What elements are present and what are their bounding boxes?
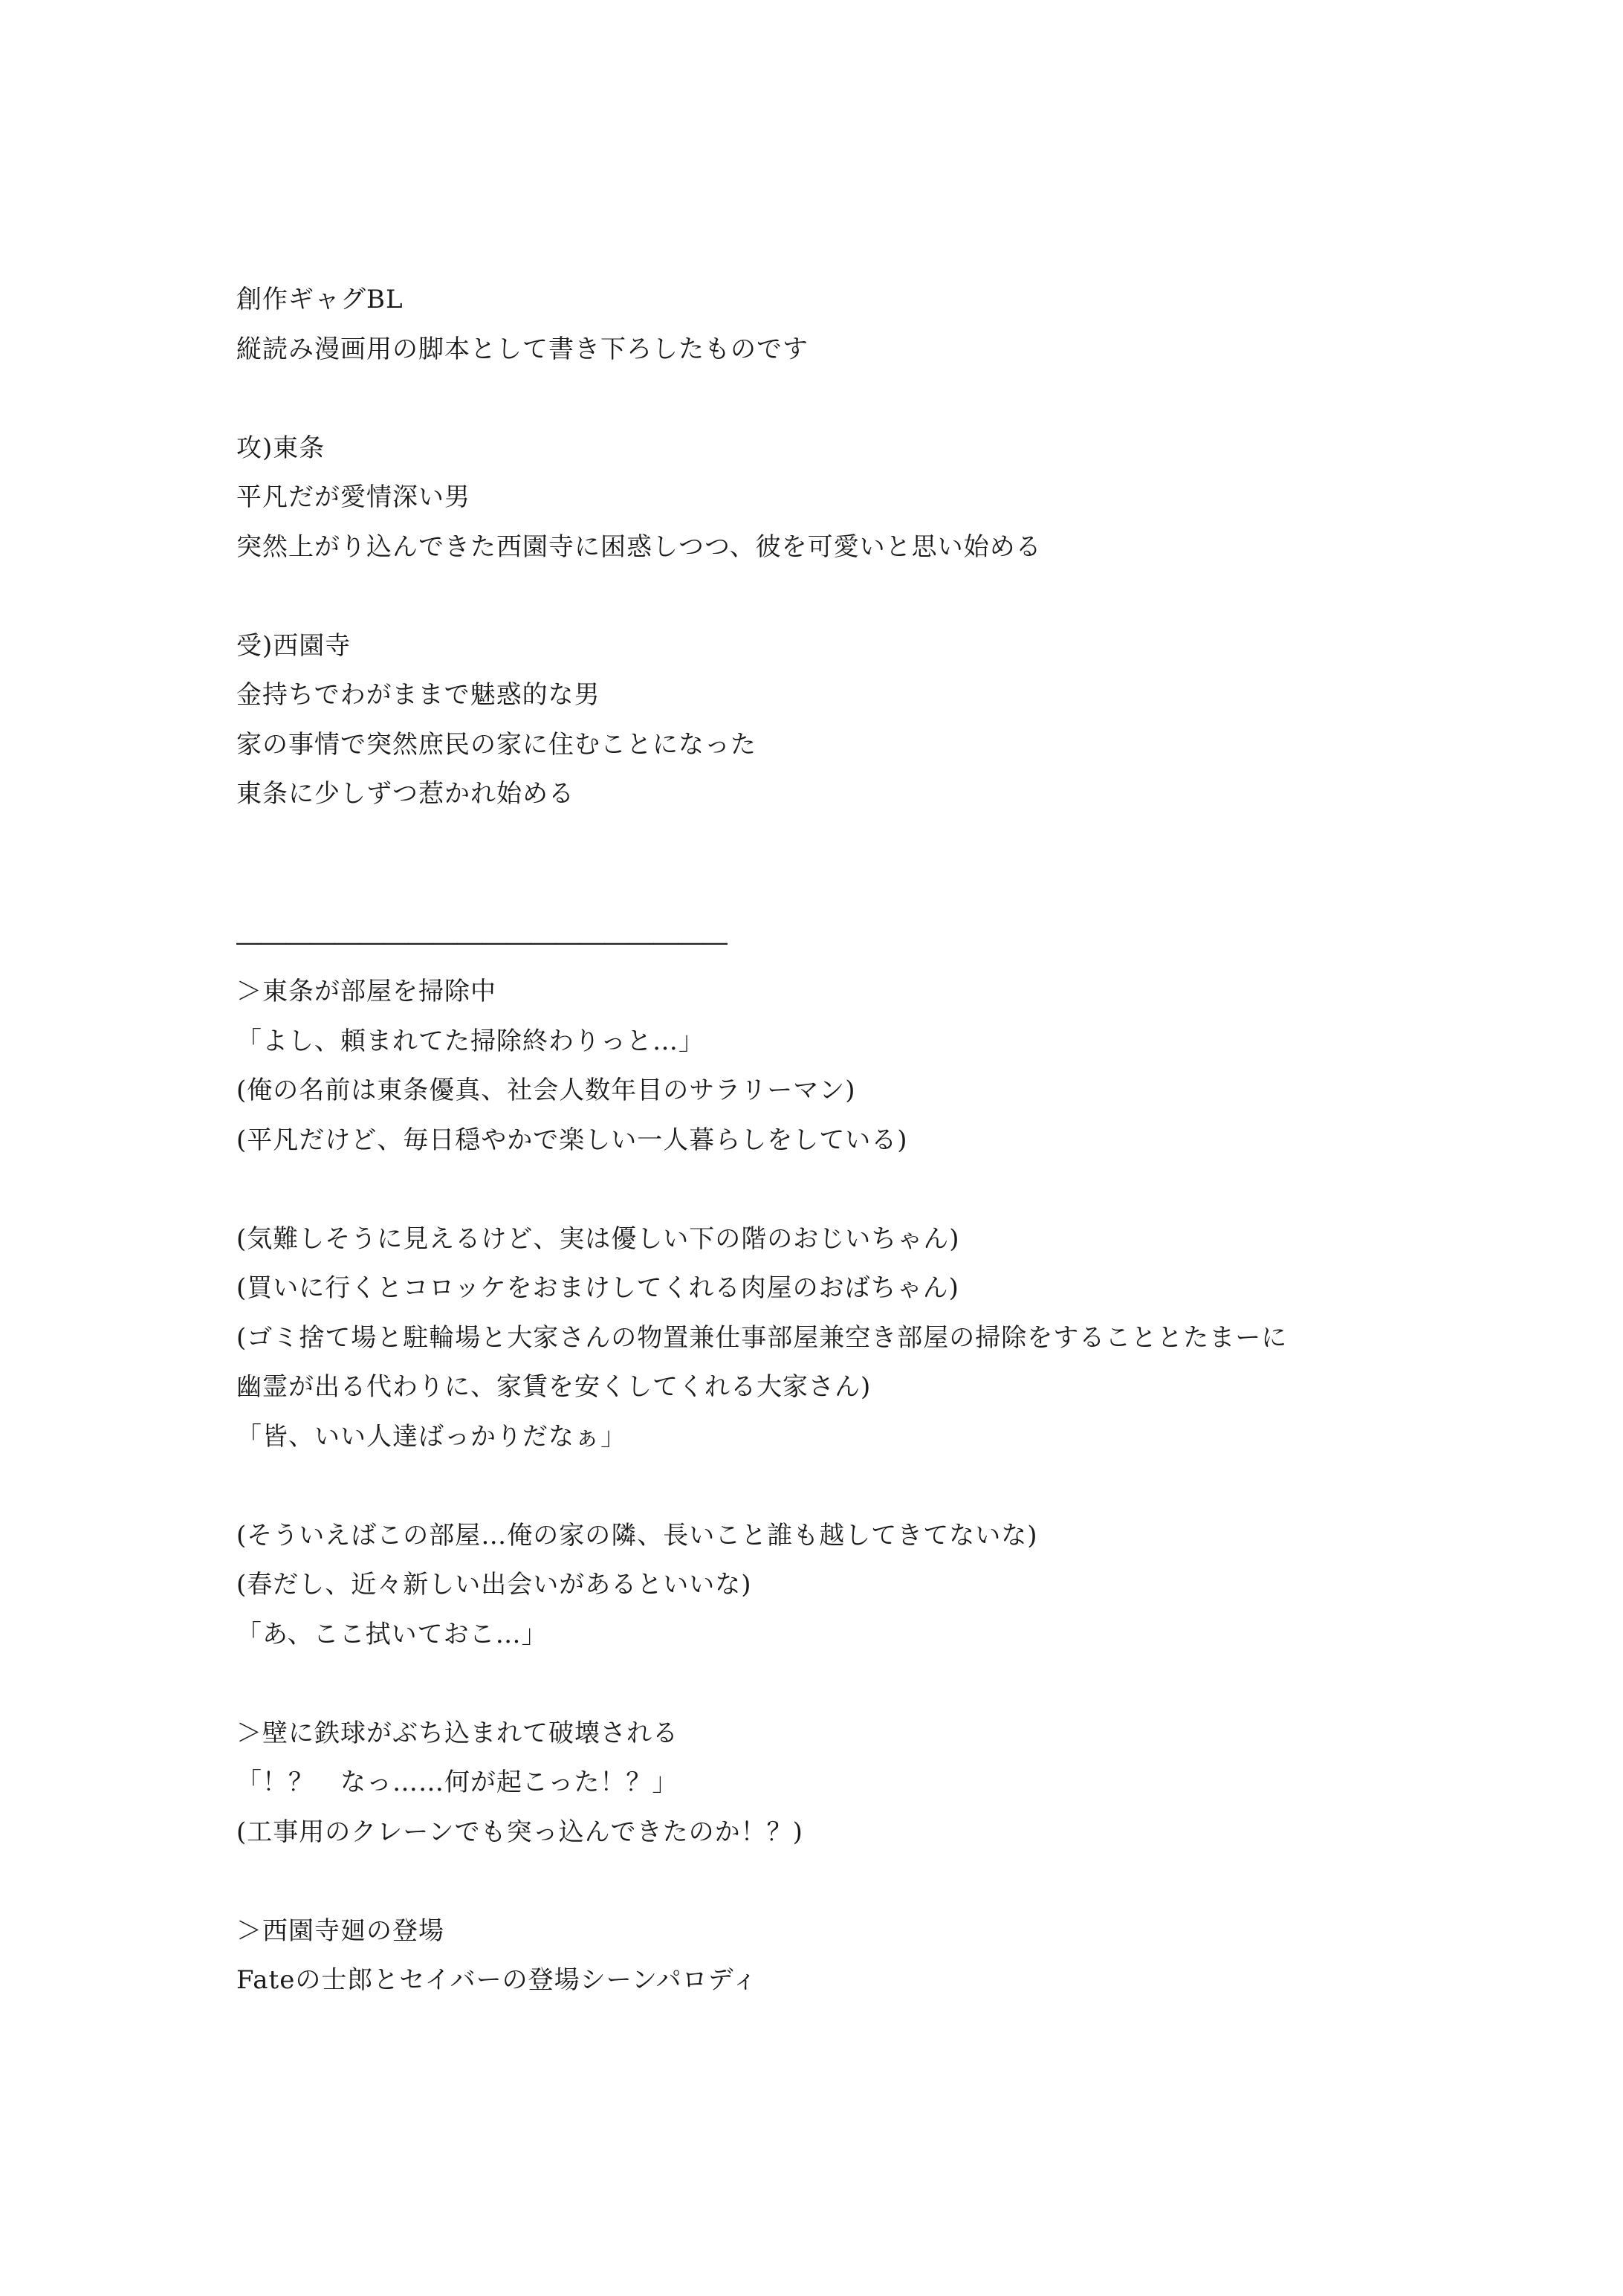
- spacer: [236, 1857, 1500, 1907]
- document-title: 創作ギャグBL: [236, 285, 404, 314]
- dialogue-line: 「！？ なっ……何が起こった！？」: [236, 1768, 678, 1797]
- dialogue-line: 「皆、いい人達ばっかりだなぁ」: [236, 1421, 626, 1452]
- dialogue-line: 「よし、頼まれてた掃除終わりっと…」: [236, 1026, 704, 1056]
- character-description: 東条に少しずつ惹かれ始める: [236, 779, 574, 809]
- monologue-line: (気難しそうに見えるけど、実は優しい下の階のおじいちゃん): [236, 1223, 960, 1254]
- monologue-line: (そういえばこの部屋…俺の家の隣、長いこと誰も越してきてないな): [236, 1520, 1038, 1550]
- monologue-line: (買いに行くとコロッケをおまけしてくれる肉屋のおばちゃん): [236, 1273, 959, 1303]
- spacer: [236, 1165, 1500, 1215]
- stage-direction: ＞西園寺廻の登場: [236, 1915, 444, 1946]
- dialogue-line: 「あ、ここ拭いておこ…」: [236, 1619, 548, 1649]
- stage-direction: ＞壁に鉄球がぶち込まれて破壊される: [236, 1718, 678, 1748]
- spacer: [236, 572, 1500, 621]
- scene-note: Fateの士郎とセイバーの登場シーンパロディ: [236, 1965, 758, 1995]
- character-description: 平凡だが愛情深い男: [236, 482, 470, 512]
- character-description: 突然上がり込んできた西園寺に困惑しつつ、彼を可愛いと思い始める: [236, 531, 1042, 562]
- monologue-line: (工事用のクレーンでも突っ込んできたのか！？): [236, 1817, 803, 1847]
- character-heading-seme: 攻)東条: [236, 433, 325, 463]
- section-divider: ――――――――――――――――――――: [236, 927, 727, 957]
- spacer: [236, 1461, 1500, 1511]
- spacer: [236, 1659, 1500, 1709]
- spacer: [236, 819, 1500, 918]
- character-heading-uke: 受)西園寺: [236, 630, 352, 661]
- document-subtitle: 縦読み漫画用の脚本として書き下ろしたものです: [236, 334, 809, 364]
- stage-direction: ＞東条が部屋を掃除中: [236, 977, 496, 1006]
- spacer: [236, 374, 1500, 424]
- monologue-line: (春だし、近々新しい出会いがあるといいな): [236, 1570, 752, 1600]
- monologue-line: 幽霊が出る代わりに、家賃を安くしてくれる大家さん): [236, 1372, 872, 1402]
- monologue-line: (平凡だけど、毎日穏やかで楽しい一人暮らしをしている): [236, 1125, 908, 1155]
- character-description: 金持ちでわがままで魅惑的な男: [236, 680, 600, 710]
- monologue-line: (俺の名前は東条優真、社会人数年目のサラリーマン): [236, 1076, 856, 1105]
- script-document: [236, 275, 1500, 2005]
- monologue-line: (ゴミ捨て場と駐輪場と大家さんの物置兼仕事部屋兼空き部屋の掃除をすることとたまーに: [236, 1322, 1288, 1353]
- character-description: 家の事情で突然庶民の家に住むことになった: [236, 729, 757, 760]
